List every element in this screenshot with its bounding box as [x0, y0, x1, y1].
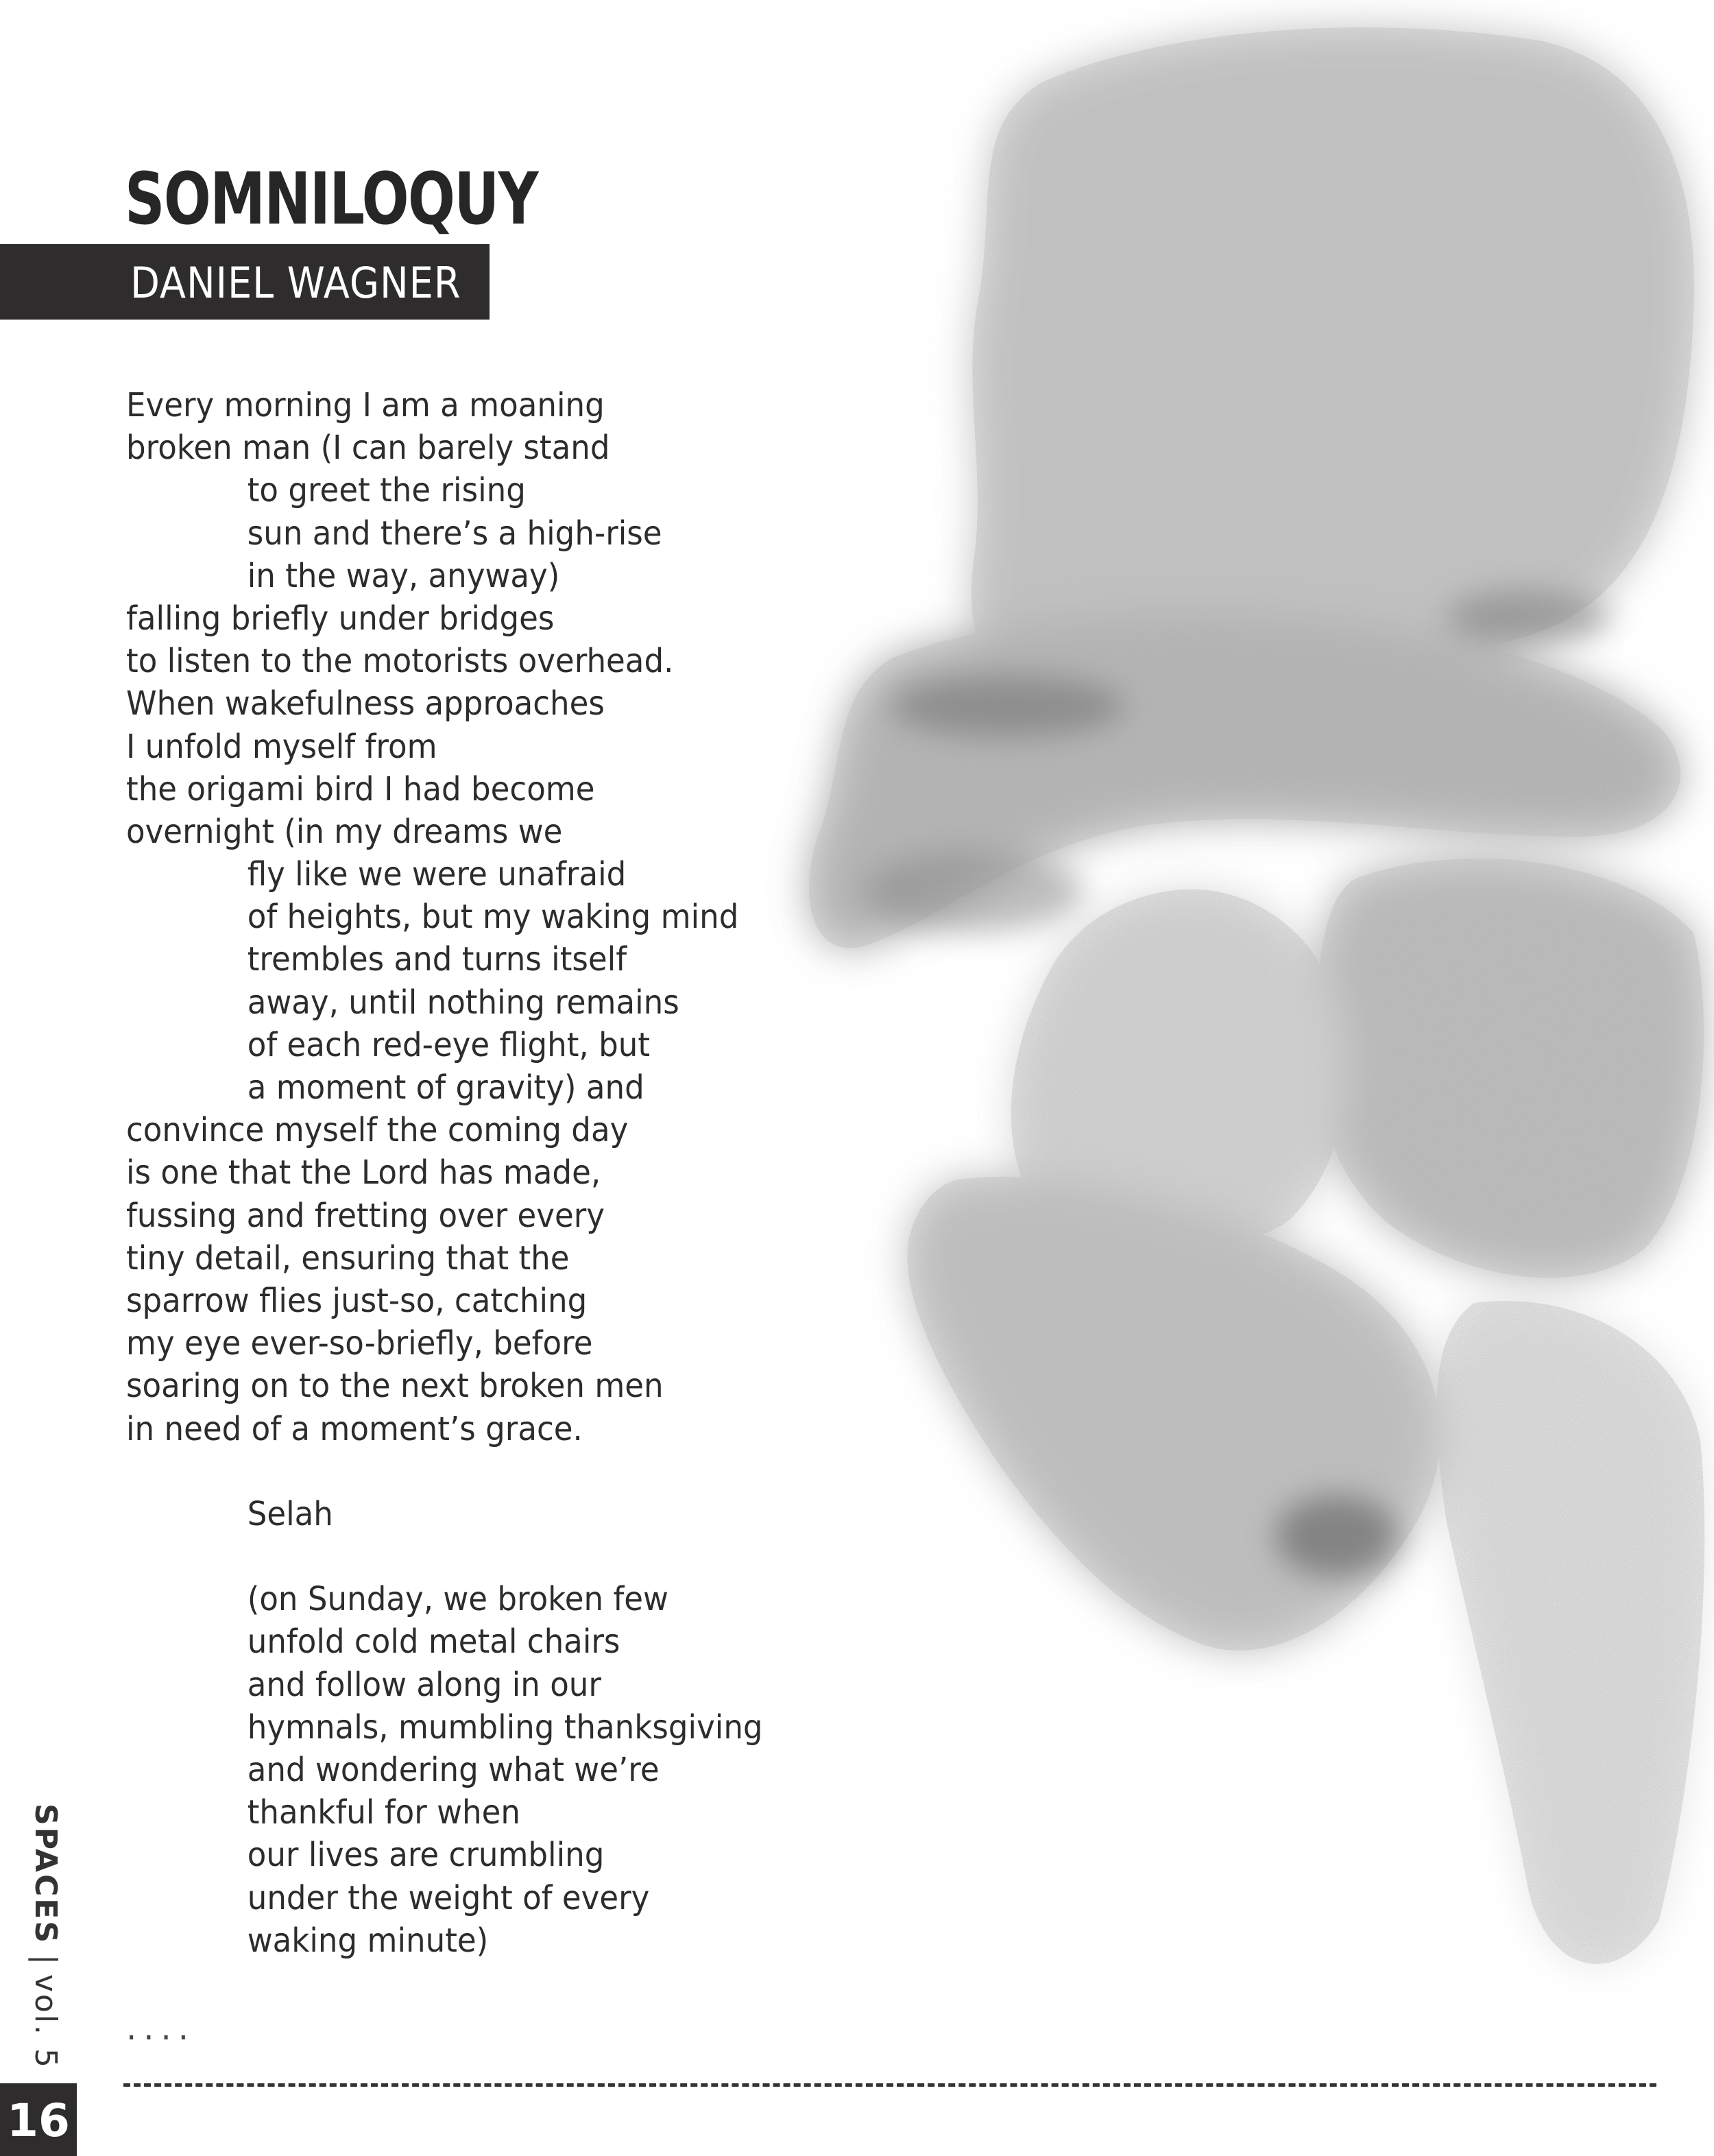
poem-line: to listen to the motorists overhead. — [126, 642, 674, 681]
poem-line: unfold cold metal chairs — [247, 1622, 620, 1662]
poem-line: soaring on to the next broken men — [126, 1367, 664, 1406]
poem-line: tiny detail, ensuring that the — [126, 1238, 570, 1278]
poem-line: falling briefly under bridges — [126, 599, 555, 638]
label-separator: | — [28, 1954, 63, 1965]
poem-line: trembles and turns itself — [247, 940, 627, 979]
poem-body — [126, 384, 853, 1962]
poem-line: of heights, but my waking mind — [247, 898, 739, 937]
poem-line: waking minute) — [247, 1921, 489, 1960]
page-number: 16 — [7, 2094, 70, 2147]
poem-line: is one that the Lord has made, — [126, 1153, 601, 1193]
publication-label — [28, 1804, 63, 2070]
poem-line: Selah — [247, 1494, 333, 1533]
poem-line: overnight (in my dreams we — [126, 812, 563, 851]
poem-line: (on Sunday, we broken few — [247, 1580, 668, 1619]
dashed-divider — [123, 2083, 1656, 2087]
poem-title: SOMNILOQUY — [125, 157, 538, 241]
poem-line: Every morning I am a moaning — [126, 386, 605, 424]
magazine-name: SPACES — [28, 1804, 63, 1945]
poem-line: fly like we were unafraid — [247, 855, 627, 894]
poem-line: the origami bird I had become — [126, 769, 595, 809]
poem-line: under the weight of every — [247, 1878, 650, 1917]
poem-line: broken man (I can barely stand — [126, 429, 610, 468]
stanza-break — [126, 1450, 809, 1493]
poem-line: of each red-eye flight, but — [247, 1025, 651, 1064]
poem-line: and wondering what we’re — [247, 1751, 660, 1789]
author-name: DANIEL WAGNER — [130, 258, 461, 308]
volume-label: vol. 5 — [28, 1974, 63, 2070]
poem-line: and follow along in our — [247, 1665, 601, 1704]
poem-line: sun and there’s a high-rise — [247, 514, 662, 553]
poem-line: sparrow flies just-so, catching — [126, 1281, 588, 1320]
poem-line: thankful for when — [247, 1793, 520, 1832]
poem-line: a moment of gravity) and — [247, 1068, 644, 1107]
poem-line: my eye ever-so-briefly, before — [126, 1324, 593, 1363]
poem-line: When wakefulness approaches — [126, 684, 605, 723]
poem-line: I unfold myself from — [126, 727, 437, 766]
poem-line: in the way, anyway) — [247, 556, 560, 595]
poem-line: in need of a moment’s grace. — [126, 1409, 583, 1448]
stanza-break — [126, 1535, 809, 1578]
continuation-mark: .... — [126, 2009, 196, 2048]
poem-line: hymnals, mumbling thanksgiving — [247, 1708, 763, 1747]
poem-line: away, until nothing remains — [247, 983, 679, 1022]
poem-line: convince myself the coming day — [126, 1111, 629, 1150]
poem-line: to greet the rising — [247, 471, 526, 510]
poem-line: fussing and fretting over every — [126, 1196, 605, 1235]
poem-line: our lives are crumbling — [247, 1836, 605, 1875]
